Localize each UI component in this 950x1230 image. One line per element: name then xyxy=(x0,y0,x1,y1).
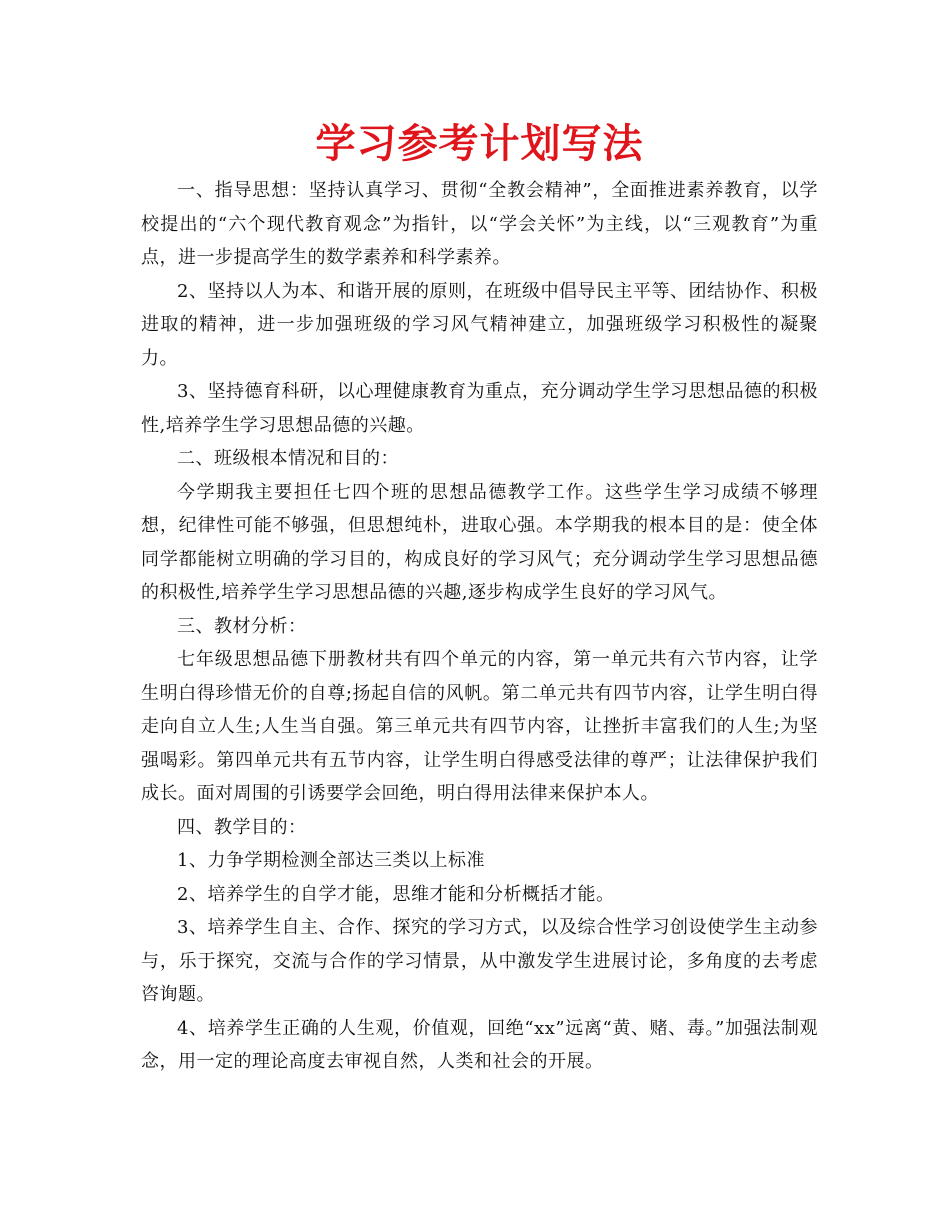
section-heading-class-situation: 二、班级根本情况和目的： xyxy=(177,448,399,469)
document-body xyxy=(141,174,818,1079)
paragraph-class-situation: 今学期我主要担任七四个班的思想品德教学工作。这些学生学习成绩不够理想，纪律性可能不够强，但思想纯朴，进取心强。本学期我的根本目的是：使全体同学都能树立明确的学习目的，构成良好的学习风气；充分调动学生学习思想品德的积极性,培养学生学习思想品德的兴趣,逐步构成学生良好的学习风气。 xyxy=(141,481,818,603)
paragraph-goal-1: 1、力争学期检测全部达三类以上标准 xyxy=(177,850,485,871)
paragraph-textbook-analysis: 七年级思想品德下册教材共有四个单元的内容，第一单元共有六节内容，让学生明白得珍惜无价的自尊;扬起自信的风帆。第二单元共有四节内容，让学生明白得走向自立人生;人生当自强。第三单元共有四节内容，让挫折丰富我们的人生;为坚强喝彩。第四单元共有五节内容，让学生明白得感受法律的尊严；让法律保护我们成长。面对周围的引诱要学会回绝，明白得用法律来保护本人。 xyxy=(141,649,818,804)
paragraph-goal-3: 3、培养学生自主、合作、探究的学习方式，以及综合性学习创设使学生主动参与，乐于探究，交流与合作的学习情景，从中激发学生进展讨论，多角度的去考虑咨询题。 xyxy=(141,917,818,1005)
paragraph-people-oriented: 2、坚持以人为本、和谐开展的原则，在班级中倡导民主平等、团结协作、积极进取的精神，进一步加强班级的学习风气精神建立，加强班级学习积极性的凝聚力。 xyxy=(141,280,818,369)
section-heading-textbook-analysis: 三、教材分析： xyxy=(177,615,307,637)
paragraph-goal-4: 4、培养学生正确的人生观，价值观，回绝“xx”远离“黄、赌、毒。”加强法制观念，用一定的理论高度去审视自然，人类和社会的开展。 xyxy=(141,1017,818,1072)
paragraph-guiding-ideology: 一、指导思想：坚持认真学习、贯彻“全教会精神”，全面推进素养教育，以学校提出的“六个现代教育观念”为指针，以“学会关怀”为主线，以“三观教育”为重点，进一步提高学生的数学素养和科学素养。 xyxy=(141,180,818,268)
paragraph-moral-research: 3、坚持德育科研，以心理健康教育为重点，充分调动学生学习思想品德的积极性,培养学生学习思想品德的兴趣。 xyxy=(141,381,818,436)
document-title: 学习参考计划写法 xyxy=(315,121,644,167)
paragraph-goal-2: 2、培养学生的自学才能，思维才能和分析概括才能。 xyxy=(177,883,615,905)
section-heading-teaching-goals: 四、教学目的： xyxy=(177,816,307,838)
